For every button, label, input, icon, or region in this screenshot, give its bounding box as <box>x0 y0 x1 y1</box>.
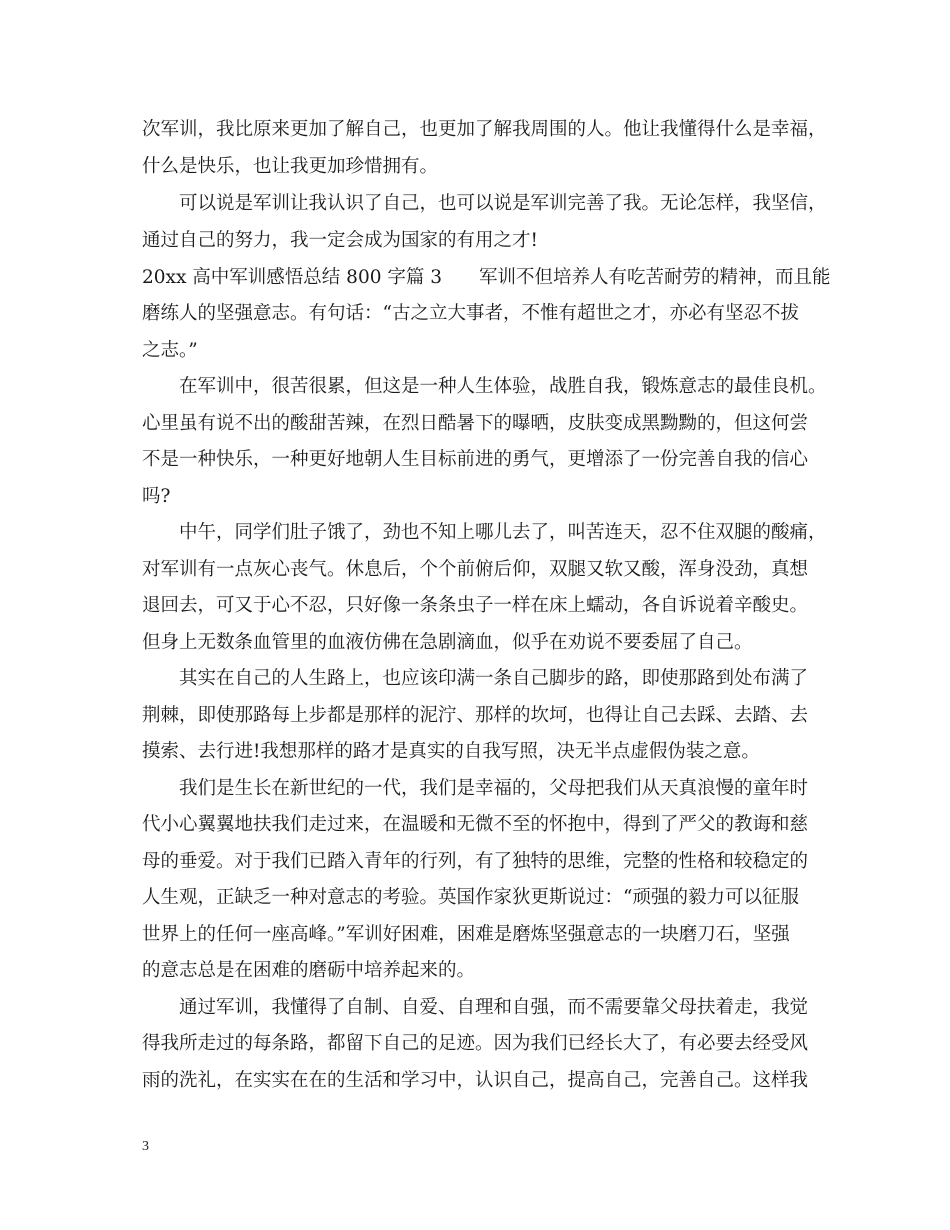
section-heading-line: 20xx 高中军训感悟总结 800 字篇 3 军训不但培养人有吃苦耐劳的精神，而且能 <box>142 267 831 288</box>
text-line: 心里虽有说不出的酸甜苦辣，在烈日酷暑下的曝晒，皮肤变成黑黝黝的，但这何尝 <box>142 413 809 434</box>
paragraph-start-line: 我们是生长在新世纪的一代，我们是幸福的，父母把我们从天真浪慢的童年时 <box>179 778 809 799</box>
text-line: 得我所走过的每条路，都留下自己的足迹。因为我们已经长大了，有必要去经受风 <box>142 1033 809 1054</box>
text-line: 人生观，正缺乏一种对意志的考验。英国作家狄更斯说过：“顽强的毅力可以征服 <box>142 887 799 908</box>
text-line: 母的垂爱。对于我们已踏入青年的行列，有了独特的思维，完整的性格和较稳定的 <box>142 851 809 872</box>
text-line: 吗? <box>142 486 171 507</box>
text-line: 退回去，可又于心不忍，只好像一条条虫子一样在床上蠕动，各自诉说着辛酸史。 <box>142 595 809 616</box>
text-line: 通过自己的努力，我一定会成为国家的有用之才! <box>142 230 538 251</box>
paragraph-start-line: 其实在自己的人生路上，也应该印满一条自己脚步的路，即使那路到处布满了 <box>179 668 809 689</box>
text-line: 不是一种快乐，一种更好地朝人生目标前进的勇气，更增添了一份完善自我的信心 <box>142 449 809 470</box>
text-line: 荆棘，即使那路每上步都是那样的泥泞、那样的坎坷，也得让自己去踩、去踏、去 <box>142 705 809 726</box>
text-line: 雨的洗礼，在实实在在的生活和学习中，认识自己，提高自己，完善自己。这样我 <box>142 1070 809 1091</box>
text-line: 的意志总是在困难的磨砺中培养起来的。 <box>142 960 476 981</box>
paragraph-start-line: 在军训中，很苦很累，但这是一种人生体验，战胜自我，锻炼意志的最佳良机。 <box>179 376 827 397</box>
text-line: 次军训，我比原来更加了解自己，也更加了解我周围的人。他让我懂得什么是幸福， <box>142 119 827 140</box>
text-line: 磨练人的坚强意志。有句话：“古之立大事者，不惟有超世之才，亦必有坚忍不拔 <box>142 303 799 324</box>
text-line: 世界上的任何一座高峰。”军训好困难，困难是磨炼坚强意志的一块磨刀石，坚强 <box>142 924 790 945</box>
page-number: 3 <box>142 1139 149 1154</box>
text-line: 但身上无数条血管里的血液仿佛在急剧滴血，似乎在劝说不要委屈了自己。 <box>142 632 753 653</box>
paragraph-start-line: 通过军训，我懂得了自制、自爱、自理和自强，而不需要靠父母扶着走，我觉 <box>179 997 809 1018</box>
text-line: 之志。” <box>142 340 198 361</box>
paragraph-start-line: 中午，同学们肚子饿了，劲也不知上哪儿去了，叫苦连天，忍不住双腿的酸痛， <box>179 522 827 543</box>
text-line: 摸索、去行进!我想那样的路才是真实的自我写照，决无半点虚假伪装之意。 <box>142 741 760 762</box>
text-line: 对军训有一点灰心丧气。休息后，个个前俯后仰，双腿又软又酸，浑身没劲，真想 <box>142 559 809 580</box>
text-line: 什么是快乐，也让我更加珍惜拥有。 <box>142 156 439 177</box>
paragraph-start-line: 可以说是军训让我认识了自己，也可以说是军训完善了我。无论怎样，我坚信， <box>179 193 827 214</box>
text-line: 代小心翼翼地扶我们走过来，在温暖和无微不至的怀抱中，得到了严父的教诲和慈 <box>142 814 809 835</box>
